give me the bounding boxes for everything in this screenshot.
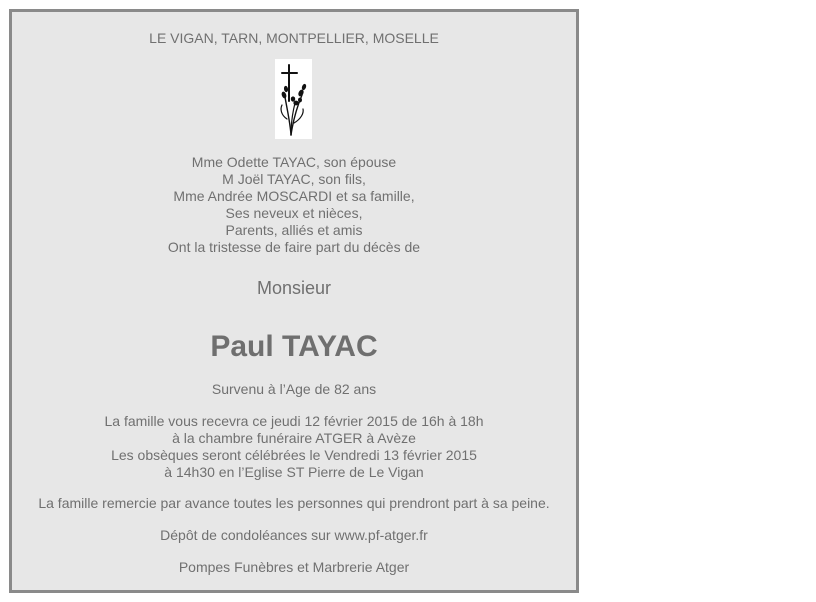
family-line: M Joël TAYAC, son fils, <box>222 171 366 187</box>
arrangement-line: Les obsèques seront célébrées le Vendredi 13 février 2015 <box>111 447 477 463</box>
locations-line: LE VIGAN, TARN, MONTPELLIER, MOSELLE <box>149 30 439 46</box>
thanks-line: La famille remercie par avance toutes les personnes qui prendront part à sa peine. <box>38 495 550 511</box>
deceased-name: Paul TAYAC <box>210 330 378 363</box>
age-line: Survenu à l’Age de 82 ans <box>211 381 377 397</box>
arrangement-line: La famille vous recevra ce jeudi 12 février 2015 de 16h à 18h <box>104 413 484 429</box>
honorific-title: Monsieur <box>256 278 332 298</box>
funeral-arrangements <box>12 413 576 481</box>
company-name: Pompes Funèbres et Marbrerie Atger <box>178 559 410 575</box>
family-line: Mme Odette TAYAC, son épouse <box>191 154 397 170</box>
arrangement-line: à 14h30 en l’Eglise ST Pierre de Le Vigan <box>164 464 424 480</box>
condolences-line: Dépôt de condoléances sur www.pf-atger.fr <box>160 527 428 543</box>
family-line: Mme Andrée MOSCARDI et sa famille, <box>173 188 415 204</box>
family-announcement <box>12 154 576 256</box>
family-line: Ont la tristesse de faire part du décès de <box>167 239 421 255</box>
obituary-notice <box>9 9 579 593</box>
cross-with-wheat-icon <box>275 59 312 139</box>
family-line: Ses neveux et nièces, <box>225 205 363 221</box>
family-line: Parents, alliés et amis <box>225 222 363 238</box>
arrangement-line: à la chambre funéraire ATGER à Avèze <box>172 430 416 446</box>
